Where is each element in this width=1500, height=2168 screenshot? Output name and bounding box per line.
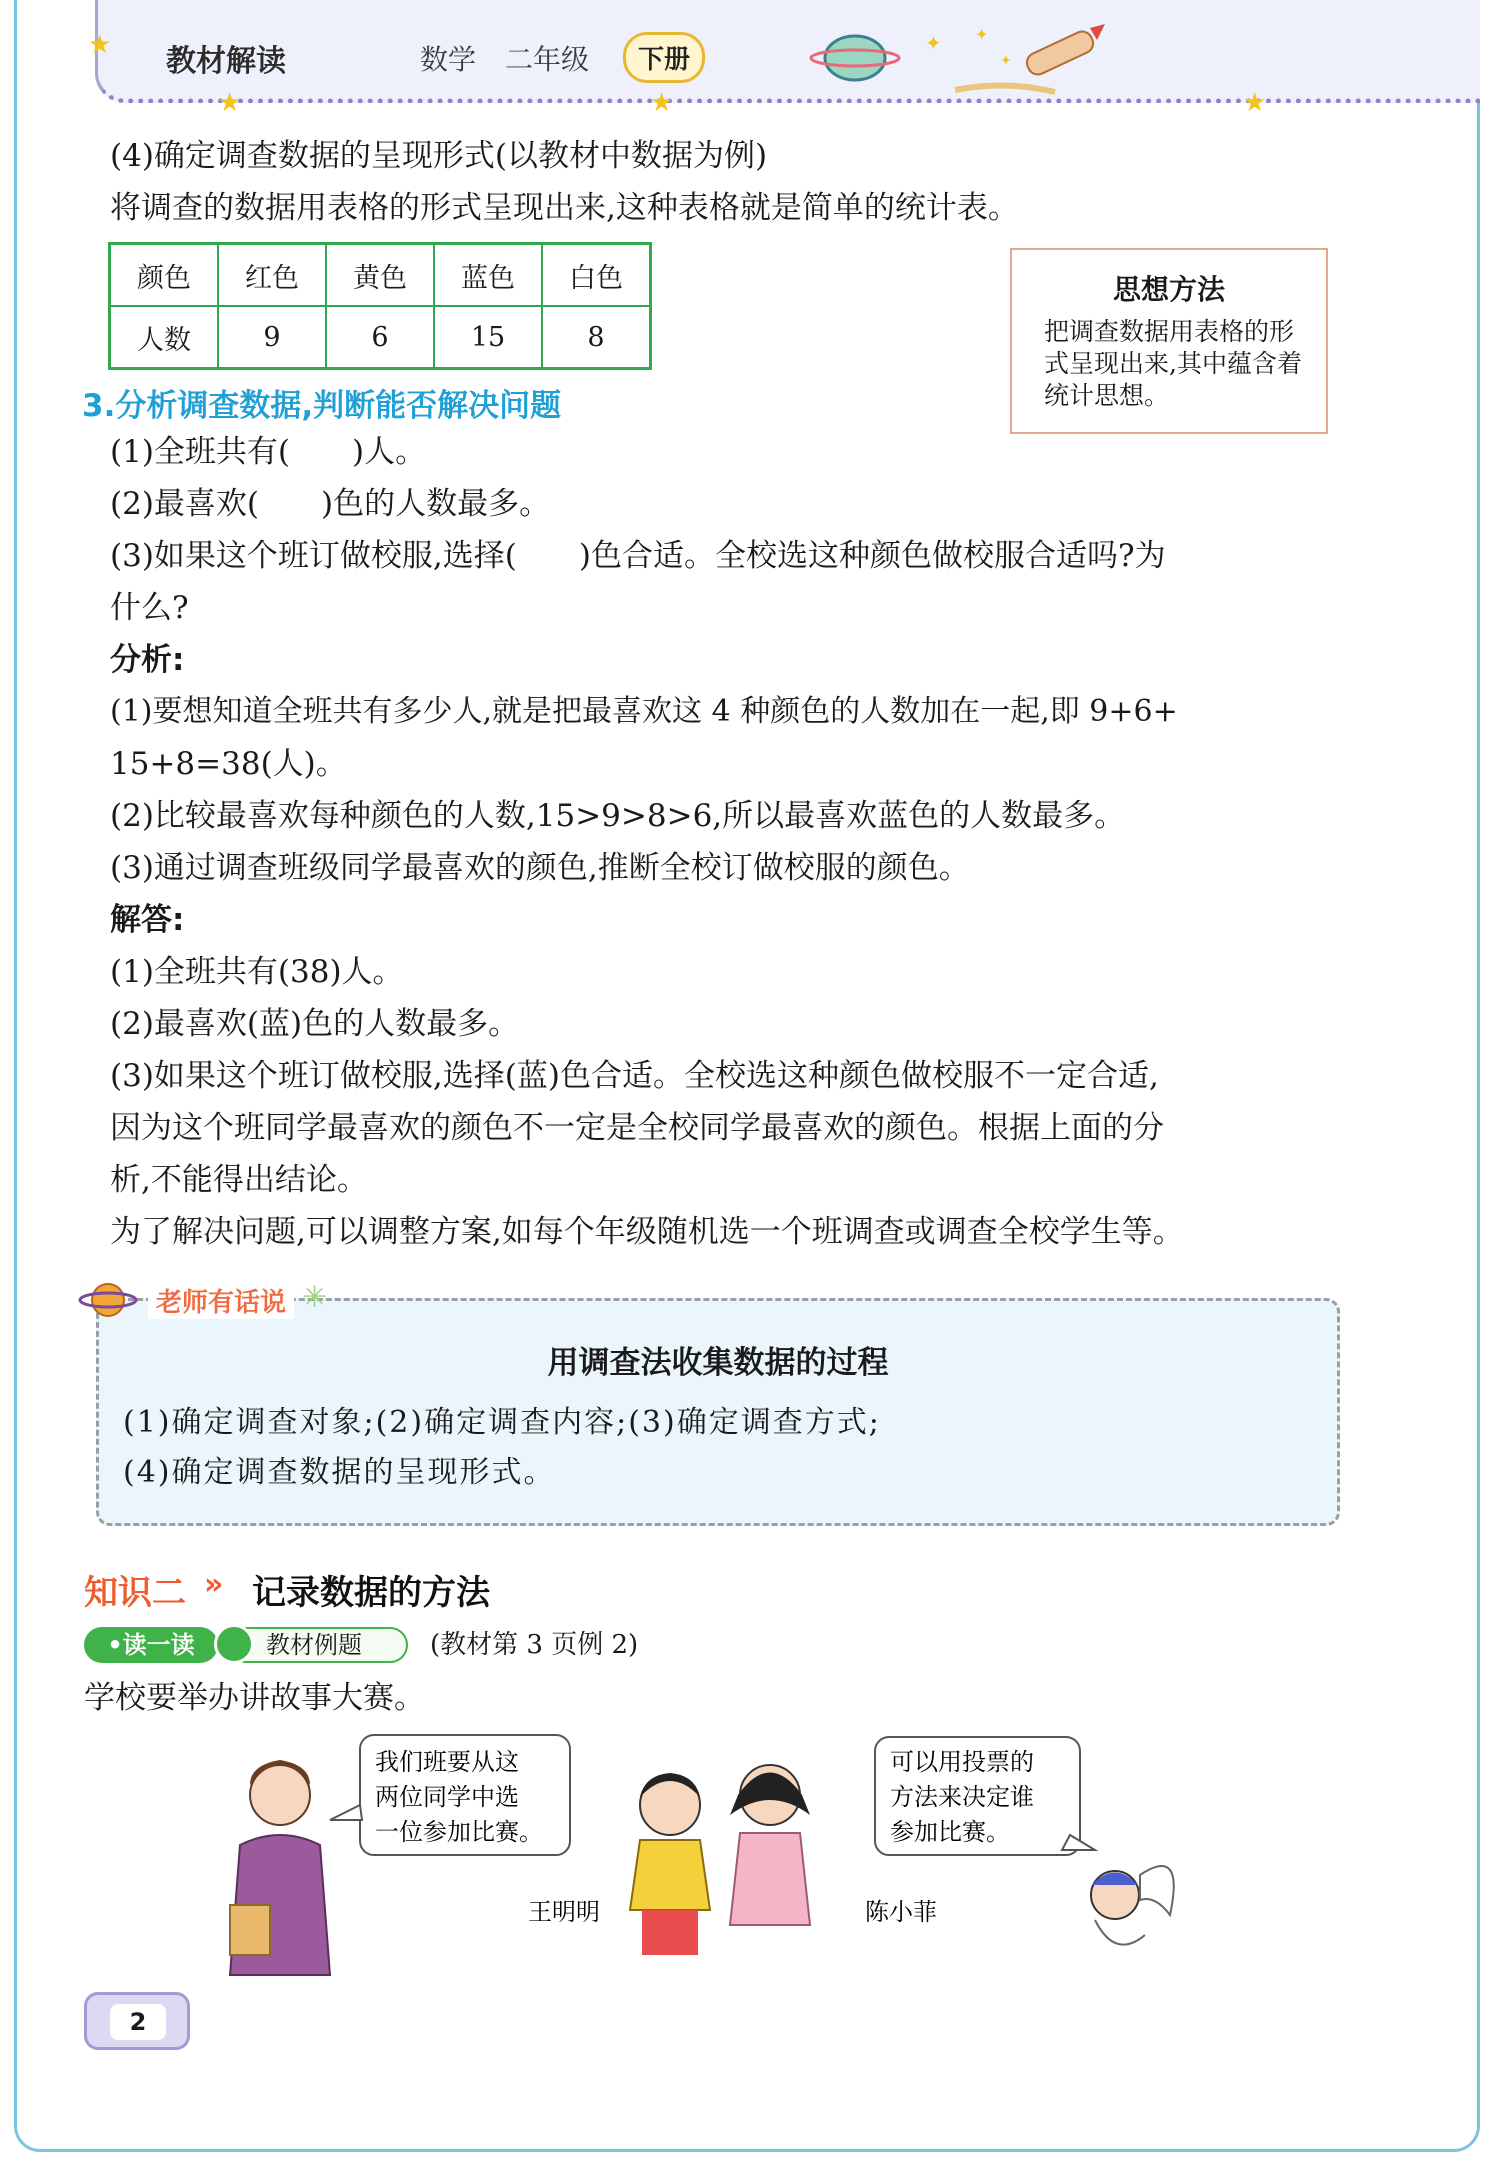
- knowledge-title: 记录数据的方法: [252, 1573, 490, 1613]
- planet-icon: [78, 1270, 148, 1326]
- star-icon: ★: [88, 30, 112, 60]
- example-pill: 教材例题: [228, 1627, 408, 1663]
- story-sentence: 学校要举办讲故事大赛。: [84, 1680, 425, 1716]
- svg-text:✦: ✦: [925, 31, 942, 55]
- angel-bubble-line: 参加比赛。: [890, 1818, 1010, 1846]
- star-icon: ★: [218, 88, 242, 118]
- sparkle-icon: ✳: [302, 1280, 328, 1315]
- student2-name: 陈小菲: [865, 1898, 937, 1926]
- star-icon: ★: [1243, 88, 1267, 118]
- analysis-1-line2: 15+8=38(人)。: [110, 746, 347, 782]
- question-3-line2: 什么?: [110, 590, 189, 626]
- analysis-label: 分析:: [110, 642, 185, 678]
- teacher-note-line1: (1)确定调查对象;(2)确定调查内容;(3)确定调查方式;: [123, 1405, 881, 1440]
- teacher-note-box: [96, 1298, 1340, 1526]
- table-cell: 黄色: [326, 244, 434, 307]
- thinking-method-title: 思想方法: [1112, 273, 1225, 306]
- knowledge-arrow-icon: »: [204, 1567, 224, 1602]
- read-pill: •读一读: [84, 1627, 218, 1663]
- question-3-line1: (3)如果这个班订做校服,选择( )色合适。全校选这种颜色做校服合适吗?为: [110, 538, 1166, 574]
- page-number: 2: [110, 2004, 166, 2040]
- answer-3-line3: 析,不能得出结论。: [110, 1162, 368, 1198]
- header-subject: 数学: [420, 43, 477, 76]
- table-cell: 8: [542, 306, 651, 369]
- header-grade: 二年级: [505, 43, 590, 76]
- student1-name: 王明明: [528, 1898, 600, 1926]
- table-cell: 人数: [110, 306, 219, 369]
- thinking-method-body: 把调查数据用表格的形式呈现出来,其中蕴含着统计思想。: [1044, 317, 1302, 410]
- answer-3-line1: (3)如果这个班订做校服,选择(蓝)色合适。全校选这种颜色做校服不一定合适,: [110, 1058, 1159, 1094]
- section3-heading: 3.分析调查数据,判断能否解决问题: [82, 388, 562, 424]
- space-rocket-decoration: [805, 20, 1115, 100]
- answer-extra: 为了解决问题,可以调整方案,如每个年级随机选一个班调查或调查全校学生等。: [110, 1214, 1184, 1250]
- teacher-bubble-line: 一位参加比赛。: [375, 1818, 543, 1846]
- header-title: 教材解读: [166, 44, 286, 79]
- student-girl-figure: [730, 1765, 810, 1925]
- classroom-illustration: [210, 1725, 1210, 1980]
- teacher-note-title: 用调查法收集数据的过程: [547, 1345, 889, 1381]
- svg-text:✦: ✦: [975, 25, 989, 44]
- teacher-note-label: 老师有话说: [148, 1282, 294, 1319]
- question-1: (1)全班共有( )人。: [110, 434, 427, 470]
- analysis-1-line1: (1)要想知道全班共有多少人,就是把最喜欢这 4 种颜色的人数加在一起,即 9+6+: [110, 694, 1178, 729]
- table-cell: 蓝色: [434, 244, 542, 307]
- page-header: [95, 0, 1480, 103]
- presentation-description: 将调查的数据用表格的形式呈现出来,这种表格就是简单的统计表。: [110, 190, 1019, 226]
- star-icon: ★: [650, 88, 674, 118]
- example-reference: (教材第 3 页例 2): [430, 1630, 639, 1660]
- teacher-bubble-line: 我们班要从这: [375, 1748, 519, 1776]
- thinking-method-box: [1010, 248, 1328, 434]
- table-cell: 9: [218, 306, 326, 369]
- answer-label: 解答:: [110, 902, 185, 938]
- analysis-2: (2)比较最喜欢每种颜色的人数,15>9>8>6,所以最喜欢蓝色的人数最多。: [110, 798, 1126, 834]
- angel-bubble-line: 方法来决定谁: [890, 1783, 1034, 1811]
- angel-figure: [1091, 1866, 1174, 1945]
- teacher-bubble-line: 两位同学中选: [375, 1783, 519, 1811]
- table-cell: 白色: [542, 244, 651, 307]
- question-2: (2)最喜欢( )色的人数最多。: [110, 486, 551, 522]
- gear-icon: [214, 1624, 254, 1664]
- statistics-table: [108, 242, 652, 370]
- table-cell: 颜色: [110, 244, 219, 307]
- answer-2: (2)最喜欢(蓝)色的人数最多。: [110, 1006, 520, 1042]
- table-cell: 15: [434, 306, 542, 369]
- table-cell: 红色: [218, 244, 326, 307]
- teacher-figure: [230, 1760, 330, 1975]
- table-cell: 6: [326, 306, 434, 369]
- analysis-3: (3)通过调查班级同学最喜欢的颜色,推断全校订做校服的颜色。: [110, 850, 970, 886]
- teacher-note-line2: (4)确定调查数据的呈现形式。: [123, 1455, 556, 1490]
- angel-bubble-line: 可以用投票的: [890, 1748, 1034, 1776]
- student-boy-figure: [630, 1773, 710, 1955]
- header-volume-badge: 下册: [623, 32, 705, 83]
- step4-heading: (4)确定调查数据的呈现形式(以教材中数据为例): [110, 138, 768, 174]
- table-row: [110, 244, 651, 307]
- table-row: [110, 306, 651, 369]
- answer-1: (1)全班共有(38)人。: [110, 954, 404, 990]
- answer-3-line2: 因为这个班同学最喜欢的颜色不一定是全校同学最喜欢的颜色。根据上面的分: [110, 1110, 1164, 1146]
- knowledge-label: 知识二: [84, 1573, 186, 1613]
- svg-text:✦: ✦: [1000, 53, 1012, 69]
